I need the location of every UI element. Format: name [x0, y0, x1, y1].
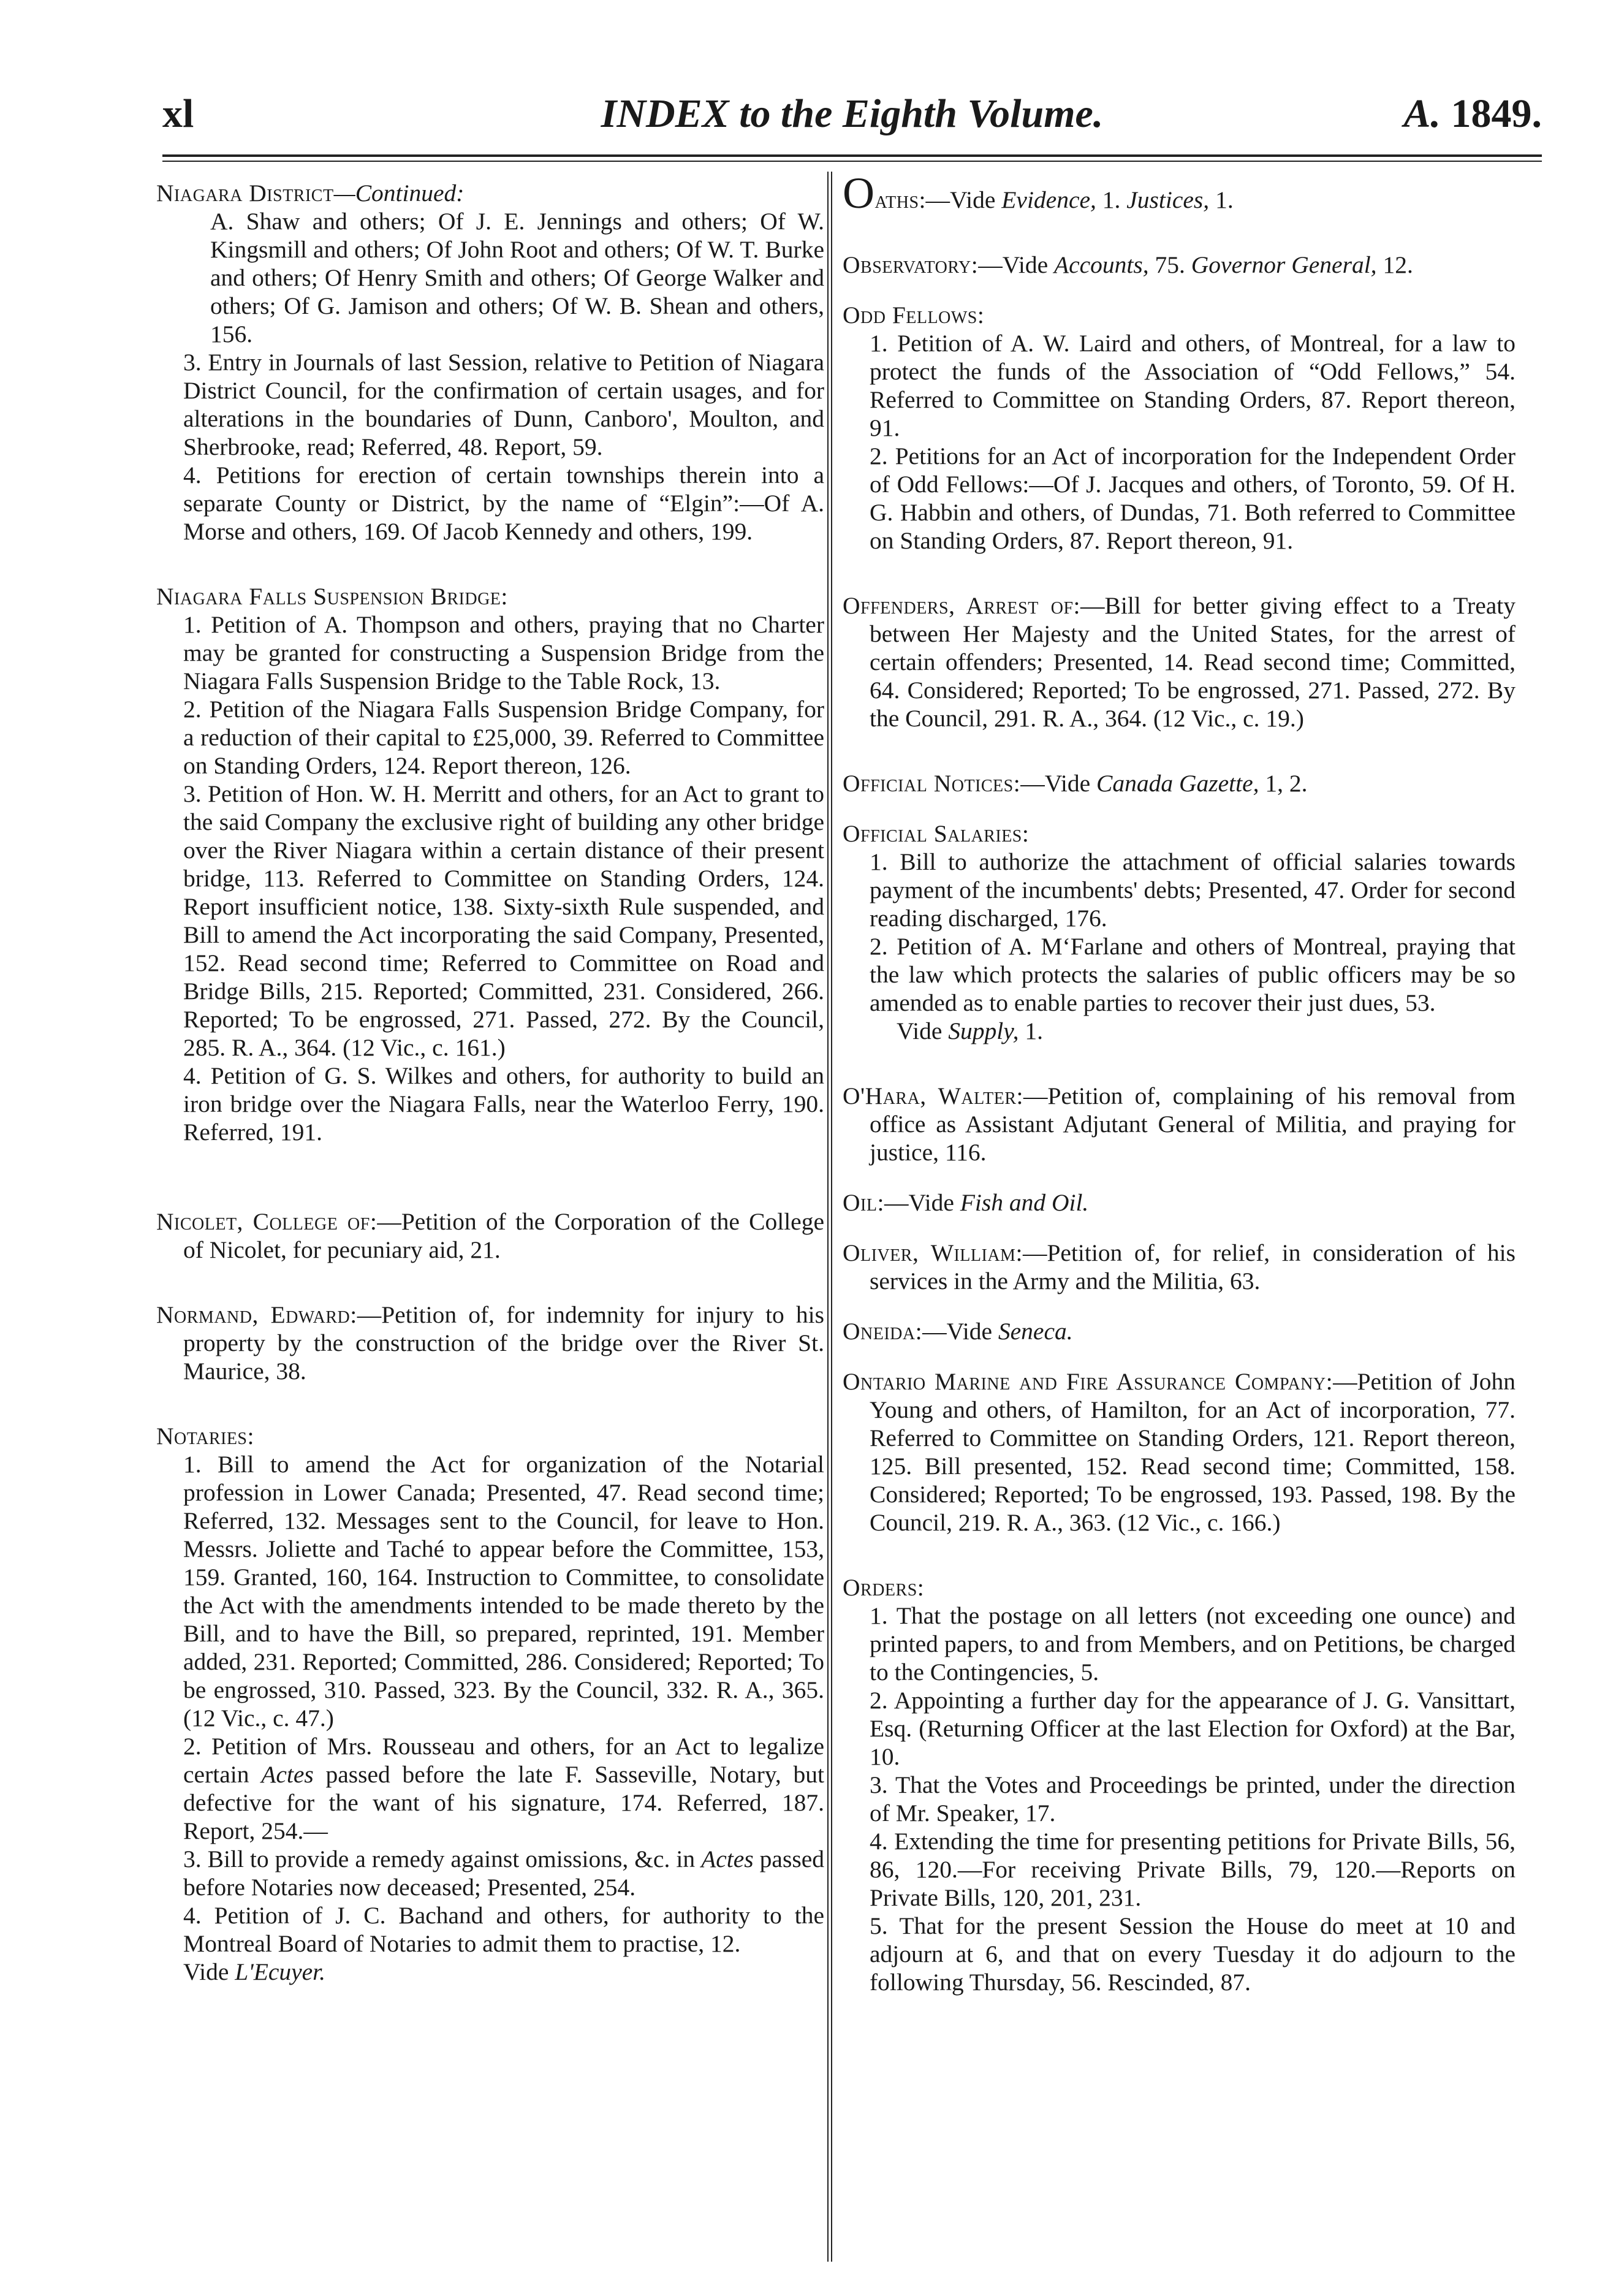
entry-heading: Nicolet, College of:	[156, 1208, 377, 1235]
entry-paragraph: 4. Petition of G. S. Wilkes and others, for authority to build an iron bridge over the Niagara Falls, near the Waterloo Ferry, 190. Referred, 191.	[183, 1062, 824, 1146]
entry-paragraph: 2. Petition of Mrs. Rousseau and others, for an Act to legalize certain Actes passed before the late F. Sasseville, Notary, but defective for the want of his signature, 174. Referred, 187. Report, 254.—	[183, 1733, 824, 1844]
entry-heading: Normand, Edward:	[156, 1301, 357, 1328]
page-header	[162, 91, 1542, 134]
entry-paragraph: 1. Bill to amend the Act for organization of the Notarial profession in Lower Canada; Presented, 47. Read second time; Referred, 132. Messages sent to the Council, for leave to Hon. Messrs. Joliette and Taché to appear before the Committee, 153, 159. Granted, 160, 164. Instruction to Committee, to consolidate the Act with the amendments intended to be made thereto by the Bill, and to have the Bill, so prepared, reprinted, 191. Member added, 231. Reported; Committed, 286. Considered; Reported; To be engrossed, 310. Passed, 323. By the Council, 332. R. A., 365. (12 Vic., c. 47.)	[183, 1451, 824, 1732]
entry-paragraph: 4. Petitions for erection of certain townships therein into a separate County or District, by the name of “Elgin”:—Of A. Morse and others, 169. Of Jacob Kennedy and others, 199.	[183, 462, 824, 545]
entry-text: —Petition of, for indemnity for injury to his property by the construction of the bridge over the River St. Maurice, 38.	[183, 1301, 824, 1385]
entry-niagara-district	[156, 179, 824, 545]
continued-label: —Continued:	[333, 180, 465, 207]
entry-nicolet	[156, 1207, 824, 1264]
entry-heading: Niagara District	[156, 180, 334, 207]
entry-paragraph: 2. Appointing a further day for the appearance of J. G. Vansittart, Esq. (Returning Officer at the last Election for Oxford) at the Bar, 10.	[870, 1687, 1515, 1770]
entry-oil: Oil:—Vide Fish and Oil.	[843, 1189, 1089, 1216]
entry-ohara: O'Hara, Walter:—Petition of, complaining of his removal from office as Assistant Adjutant General of Militia, and praying for justice, 116.	[843, 1082, 1515, 1166]
entry-normand	[156, 1301, 824, 1385]
entry-paragraph: 1. Petition of A. Thompson and others, praying that no Charter may be granted for constructing a Suspension Bridge from the Niagara Falls Suspension Bridge to the Table Rock, 13.	[183, 611, 824, 694]
right-column	[843, 169, 1516, 2033]
entry-official-notices: Official Notices:—Vide Canada Gazette, 1, 2.	[843, 770, 1308, 797]
entry-observatory: Observatory:—Vide Accounts, 75. Governor General, 12.	[843, 251, 1413, 278]
entry-heading: Notaries:	[156, 1423, 254, 1450]
entry-paragraph: 3. Petition of Hon. W. H. Merritt and others, for an Act to grant to the said Company the exclusive right of building any other bridge over the River Niagara within a certain distance of their present bridge, 113. Referred to Committee on Standing Orders, 124. Report insufficient notice, 138. Sixty-sixth Rule suspended, and Bill to amend the Act incorporating the said Company, Presented, 152. Read second time; Referred to Committee on Road and Bridge Bills, 215. Reported; Committed, 231. Considered, 266. Reported; To be engrossed, 271. Passed, 272. By the Council, 285. R. A., 364. (12 Vic., c. 161.)	[183, 780, 824, 1061]
running-title: INDEX to the Eighth Volume.	[601, 91, 1104, 136]
vide-reference: Vide L'Ecuyer.	[183, 1958, 326, 1985]
entry-heading: Niagara Falls Suspension Bridge:	[156, 583, 508, 610]
entry-paragraph: 3. Entry in Journals of last Session, relative to Petition of Niagara District Council, for the confirmation of certain usages, and for alterations in the boundaries of Dunn, Canboro', Moulton, and Sherbrooke, read; Referred, 48. Report, 59.	[183, 349, 824, 460]
column-divider	[827, 172, 832, 2262]
entry-text: —Petition of the Corporation of the College of Nicolet, for pecuniary aid, 21.	[183, 1208, 824, 1263]
entry-paragraph: 3. Bill to provide a remedy against omissions, &c. in Actes passed before Notaries now deceased; Presented, 254.	[183, 1846, 824, 1901]
vide-reference: Vide Supply, 1.	[897, 1017, 1043, 1044]
entry-heading: Offenders, Arrest of:	[843, 592, 1081, 619]
entry-notaries	[156, 1422, 824, 1986]
entry-paragraph: 1. Bill to authorize the attachment of official salaries towards payment of the incumbents' debts; Presented, 47. Order for second reading discharged, 176.	[870, 848, 1515, 932]
entry-paragraph: 3. That the Votes and Proceedings be printed, under the direction of Mr. Speaker, 17.	[870, 1771, 1515, 1827]
entry-heading: Odd Fellows:	[843, 302, 985, 329]
entry-oaths: Oaths:—Vide Evidence, 1. Justices, 1.	[843, 169, 1234, 218]
entry-paragraph: 1. Petition of A. W. Laird and others, of Montreal, for a law to protect the funds of the Association of “Odd Fellows,” 54. Referred to Committee on Standing Orders, 87. Report thereon, 91.	[870, 330, 1515, 441]
entry-offenders: Offenders, Arrest of:—Bill for better giving effect to a Treaty between Her Majesty and the United States, for the arrest of certain offenders; Presented, 14. Read second time; Committed, 64. Considered; Reported; To be engrossed, 271. Passed, 272. By the Council, 291. R. A., 364. (12 Vic., c. 19.)	[843, 592, 1515, 732]
year	[1403, 91, 1542, 137]
year-prefix: A.	[1403, 91, 1441, 136]
entry-heading: O'Hara, Walter:	[843, 1082, 1024, 1109]
entry-paragraph: 5. That for the present Session the House do meet at 10 and adjourn at 6, and that on every Tuesday it do adjourn to the following Thursday, 56. Rescinded, 87.	[870, 1912, 1515, 1996]
entry-heading: Orders:	[843, 1574, 925, 1601]
entry-paragraph: 2. Petition of the Niagara Falls Suspension Bridge Company, for a reduction of their capital to £25,000, 39. Referred to Committee on Standing Orders, 124. Report thereon, 126.	[183, 696, 824, 779]
page-number: xl	[162, 91, 194, 136]
entry-niagara-falls-bridge	[156, 582, 824, 1146]
entry-heading: Oneida:	[843, 1318, 923, 1345]
entry-odd-fellows	[843, 301, 1515, 555]
entry-orders	[843, 1573, 1515, 1996]
entry-heading: Official Notices:	[843, 770, 1021, 797]
entry-heading: Oil:	[843, 1189, 884, 1216]
entry-ontario-marine: Ontario Marine and Fire Assurance Company:—Petition of John Young and others, of Hamilton, for an Act of incorporation, 77. Referred to Committee on Standing Orders, 121. Report thereon, 125. Bill presented, 152. Read second time; Committed, 158. Considered; Reported; To be engrossed, 193. Passed, 198. By the Council, 219. R. A., 363. (12 Vic., c. 166.)	[843, 1368, 1515, 1536]
entry-paragraph: 1. That the postage on all letters (not exceeding one ounce) and printed papers, to and from Members, and on Petitions, be charged to the Contingencies, 5.	[870, 1602, 1515, 1686]
entry-official-salaries	[843, 819, 1515, 1045]
entry-paragraph: 2. Petition of A. M‘Farlane and others of Montreal, praying that the law which protects the salaries of public officers may be so amended as to enable parties to recover their just dues, 53.	[870, 933, 1515, 1016]
entry-heading: Official Salaries:	[843, 820, 1030, 847]
entry-paragraph: A. Shaw and others; Of J. E. Jennings and others; Of W. Kingsmill and others; Of John Root and others; Of W. T. Burke and others; Of Henry Smith and others; Of George Walker and others; Of G. Jamison and others; Of W. B. Shean and others, 156.	[210, 208, 824, 348]
entry-heading: Observatory:	[843, 251, 979, 278]
header-rule-thin	[162, 161, 1542, 162]
header-rule-thick	[162, 154, 1542, 157]
entry-oneida: Oneida:—Vide Seneca.	[843, 1318, 1073, 1345]
entry-paragraph: 4. Petition of J. C. Bachand and others, for authority to the Montreal Board of Notaries to admit them to practise, 12.	[183, 1902, 824, 1957]
entry-oliver: Oliver, William:—Petition of, for relief, in consideration of his services in the Army and the Militia, 63.	[843, 1239, 1516, 1294]
entry-heading: Ontario Marine and Fire Assurance Company:	[843, 1368, 1333, 1395]
entry-heading: Oaths	[843, 169, 919, 218]
year-value: 1849.	[1451, 91, 1542, 136]
entry-heading: Oliver, William:	[843, 1239, 1023, 1266]
left-column	[156, 179, 824, 2023]
entry-paragraph: 4. Extending the time for presenting petitions for Private Bills, 56, 86, 120.—For receiving Private Bills, 79, 120.—Reports on Private Bills, 120, 201, 231.	[870, 1828, 1515, 1911]
drop-cap: O	[843, 169, 875, 218]
entry-paragraph: 2. Petitions for an Act of incorporation for the Independent Order of Odd Fellows:—Of J. Jacques and others, of Toronto, 59. Of H. G. Habbin and others, of Dundas, 71. Both referred to Committee on Standing Orders, 87. Report thereon, 91.	[870, 443, 1515, 554]
